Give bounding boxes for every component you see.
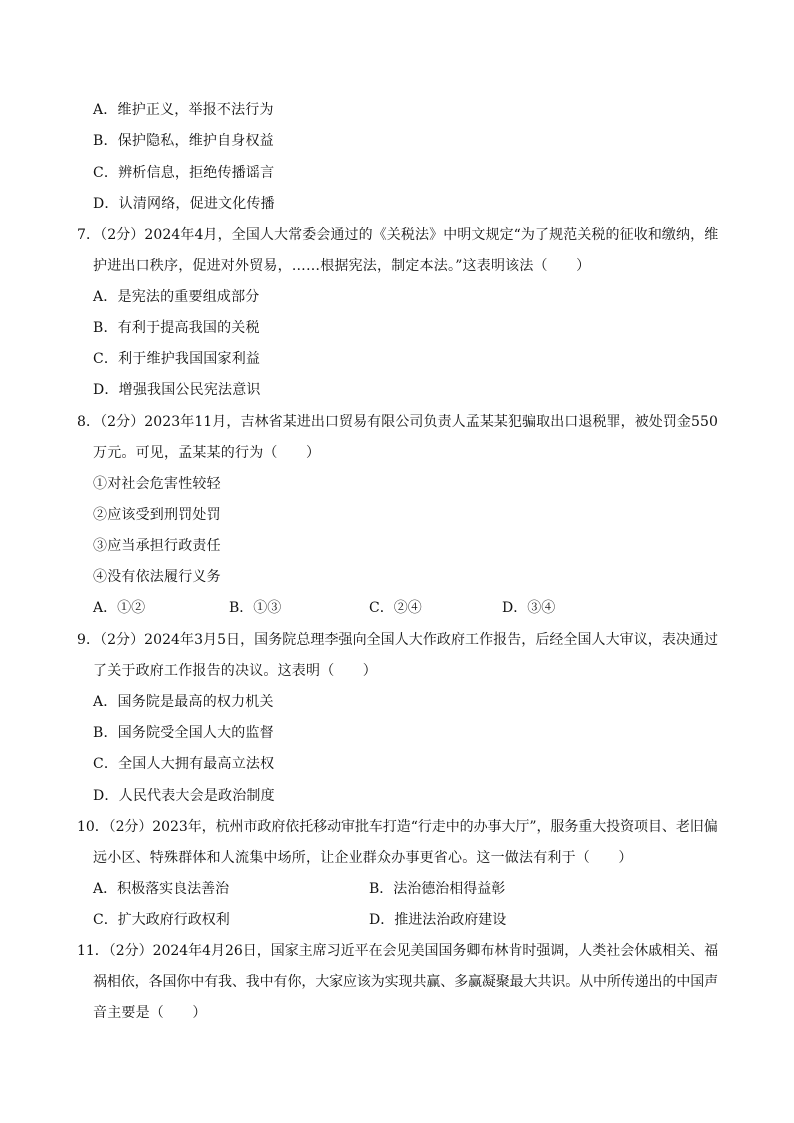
q7-option-b: B．有利于提高我国的关税: [93, 320, 260, 336]
q11-stem-line-2: 祸相依，各国你中有我、我中有你，大家应该为实现共赢、多赢凝聚最大共识。从中所传递出的中国声: [93, 974, 718, 990]
q8-statement-2: ②应该受到刑罚处罚: [93, 507, 221, 523]
q10-option-c: C．扩大政府行政权利: [93, 912, 230, 928]
q7-stem-line-2: 护进出口秩序，促进对外贸易，……根据宪法，制定本法。”这表明该法（ ）: [93, 258, 591, 274]
q8-option-d: D．③④: [502, 600, 556, 616]
q9-option-a: A．国务院是最高的权力机关: [93, 694, 274, 710]
q8-option-b: B．①③: [229, 600, 282, 616]
q8-statement-1: ①对社会危害性较轻: [93, 476, 221, 492]
q9-option-b: B．国务院受全国人大的监督: [93, 725, 274, 741]
q8-stem-line-1: 8．（2分）2023年11月，吉林省某进出口贸易有限公司负责人孟某某犯骗取出口退税罪，被处罚金550: [77, 414, 718, 430]
q6-option-d: D．认清网络，促进文化传播: [93, 196, 275, 212]
q6-option-c: C．辨析信息，拒绝传播谣言: [93, 165, 275, 181]
q10-option-b: B．法治德治相得益彰: [369, 881, 506, 897]
q8-option-a: A．①②: [93, 600, 146, 616]
q9-option-d: D．人民代表大会是政治制度: [93, 788, 275, 804]
q10-option-d: D．推进法治政府建设: [369, 912, 507, 928]
q8-stem-line-2: 万元。可见，孟某某的行为（ ）: [93, 445, 321, 461]
q9-option-c: C．全国人大拥有最高立法权: [93, 756, 275, 772]
q7-option-c: C．利于维护我国国家利益: [93, 351, 261, 367]
q11-stem-line-3: 音主要是（ ）: [93, 1005, 207, 1021]
q9-stem-line-2: 了关于政府工作报告的决议。这表明（ ）: [93, 663, 377, 679]
q10-stem-line-1: 10．（2分）2023年，杭州市政府依托移动审批车打造“行走中的办事大厅”，服务重大投资项目、老旧偏: [77, 819, 718, 835]
q11-stem-line-1: 11．（2分）2024年4月26日，国家主席习近平在会见美国国务卿布林肯时强调，人类社会休戚相关、福: [77, 943, 719, 959]
q8-statement-3: ③应当承担行政责任: [93, 538, 221, 554]
q7-stem-line-1: 7．（2分）2024年4月，全国人大常委会通过的《关税法》中明文规定“为了规范关税的征收和缴纳，维: [77, 227, 719, 243]
q8-option-c: C．②④: [369, 600, 422, 616]
q6-option-a: A．维护正义，举报不法行为: [93, 102, 274, 118]
q7-option-a: A．是宪法的重要组成部分: [93, 289, 260, 305]
q9-stem-line-1: 9．（2分）2024年3月5日，国务院总理李强向全国人大作政府工作报告，后经全国人大审议，表决通过: [77, 632, 719, 648]
q8-statement-4: ④没有依法履行义务: [93, 569, 221, 585]
q10-option-a: A．积极落实良法善治: [93, 881, 230, 897]
q7-option-d: D．增强我国公民宪法意识: [93, 382, 261, 398]
q10-stem-line-2: 远小区、特殊群体和人流集中场所，让企业群众办事更省心。这一做法有利于（ ）: [93, 850, 633, 866]
q6-option-b: B．保护隐私，维护自身权益: [93, 133, 274, 149]
